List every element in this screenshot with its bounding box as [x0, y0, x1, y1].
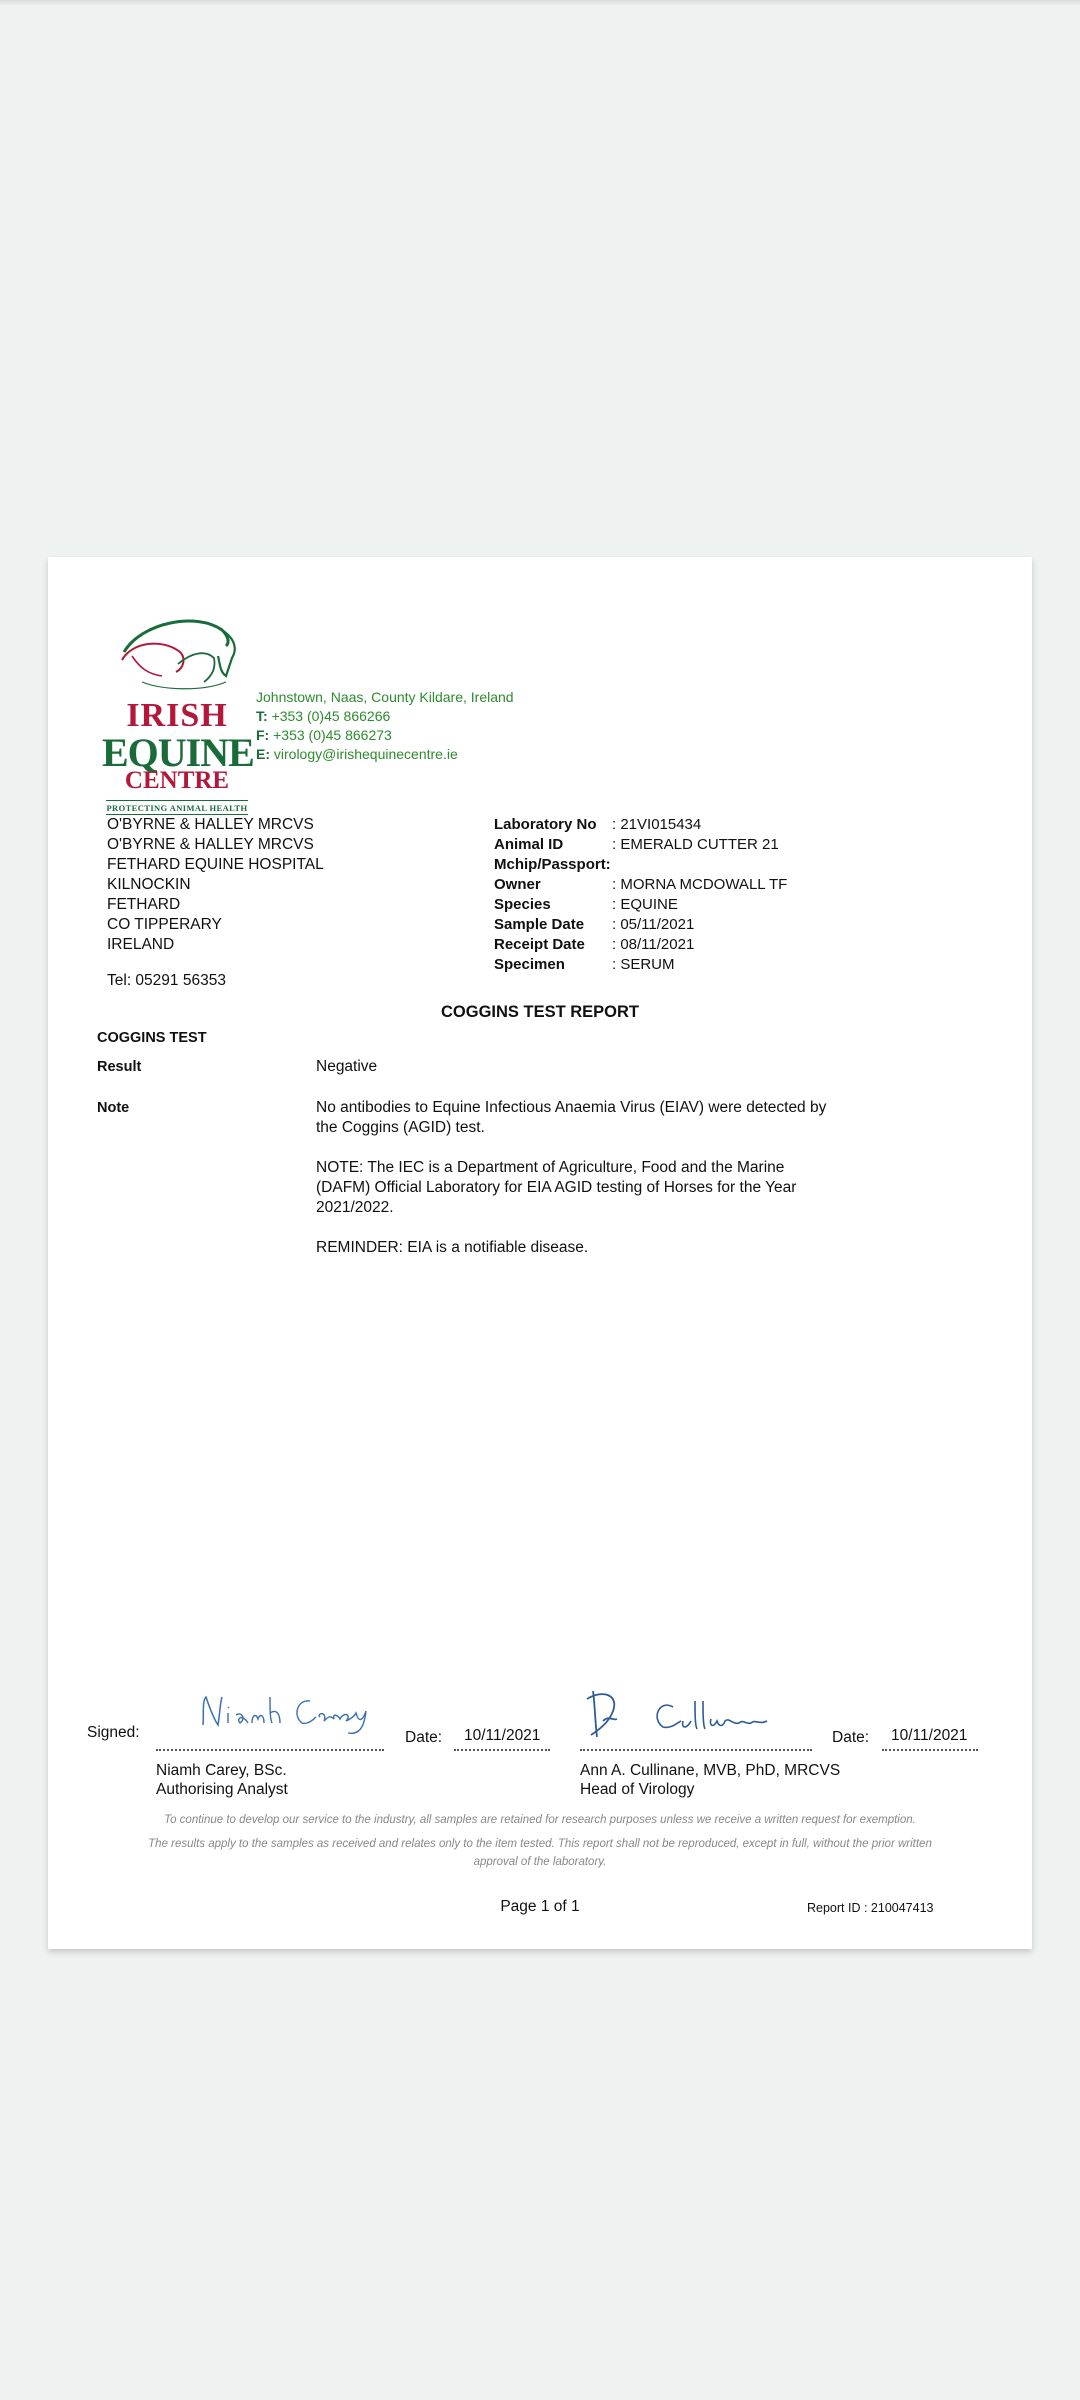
info-row-receipt-date: Receipt Date : 08/11/2021 [494, 936, 695, 953]
result-value: Negative [316, 1058, 378, 1075]
logo-text-equine: EQUINE [102, 730, 254, 775]
note-body [316, 1098, 836, 1278]
recipient-address [107, 815, 324, 955]
address-line: IRELAND [107, 936, 175, 953]
contact-address: Johnstown, Naas, County Kildare, Ireland [256, 689, 514, 705]
signature-line [580, 1749, 812, 1751]
section-heading: COGGINS TEST [97, 1030, 207, 1046]
note-paragraph: NOTE: The IEC is a Department of Agriculture, Food and the Marine (DAFM) Official Laboratory for EIA AGID testing of Horses for the Year 2021/2022. [316, 1159, 797, 1216]
note-paragraph: REMINDER: EIA is a notifiable disease. [316, 1239, 589, 1256]
date-line [882, 1749, 978, 1751]
info-row-specimen: Specimen : SERUM [494, 956, 675, 973]
info-row-mchip-passport: Mchip/Passport: [494, 856, 611, 873]
horse-logo-icon [102, 612, 252, 697]
date-label: Date: [405, 1729, 443, 1746]
signed-label: Signed: [87, 1724, 140, 1741]
signatory2-details [580, 1761, 840, 1799]
info-row-animal-id: Animal ID : EMERALD CUTTER 21 [494, 836, 779, 853]
info-row-laboratory-no: Laboratory No : 21VI015434 [494, 816, 702, 833]
contact-email: E: virology@irishequinecentre.ie [256, 746, 458, 762]
signature-line [156, 1749, 384, 1751]
address-line: FETHARD [107, 896, 181, 913]
info-row-sample-date: Sample Date : 05/11/2021 [494, 916, 695, 933]
report-title: COGGINS TEST REPORT [440, 1003, 640, 1021]
signatory1-name: Niamh Carey, BSc. [156, 1762, 287, 1779]
info-row-species: Species : EQUINE [494, 896, 678, 913]
disclaimer-retention: To continue to develop our service to the industry, all samples are retained for research purposes unless we receive a written request for exemption. [164, 1814, 916, 1826]
document-page [48, 557, 1032, 1949]
report-id: Report ID : 210047413 [807, 1901, 934, 1915]
logo-tagline: PROTECTING ANIMAL HEALTH [106, 803, 248, 813]
note-label: Note [97, 1100, 130, 1116]
irish-equine-centre-logo [102, 612, 252, 812]
sample-info [494, 815, 894, 975]
top-bar [0, 0, 1080, 6]
logo-text-irish: IRISH [126, 697, 228, 734]
address-line: CO TIPPERARY [107, 916, 222, 933]
signatory2-role: Head of Virology [580, 1781, 695, 1798]
page-number: Page 1 of 1 [500, 1898, 580, 1915]
contact-block [256, 688, 514, 764]
disclaimer [144, 1811, 936, 1877]
date-line [454, 1749, 550, 1751]
address-line: FETHARD EQUINE HOSPITAL [107, 856, 324, 873]
date-label: Date: [832, 1729, 870, 1746]
signature-niamh-carey [198, 1689, 398, 1739]
signatory2-name: Ann A. Cullinane, MVB, PhD, MRCVS [580, 1762, 841, 1779]
signatory1-role: Authorising Analyst [156, 1781, 288, 1798]
logo-text-centre: CENTRE [124, 767, 230, 794]
result-label: Result [97, 1059, 142, 1075]
contact-tel: T: +353 (0)45 866266 [256, 708, 391, 724]
signatory2-date: 10/11/2021 [891, 1727, 968, 1744]
address-line: O'BYRNE & HALLEY MRCVS [107, 816, 314, 833]
contact-fax: F: +353 (0)45 866273 [256, 727, 392, 743]
note-paragraph: No antibodies to Equine Infectious Anaemia Virus (EIAV) were detected by the Coggins (AGID) test. [316, 1099, 827, 1136]
address-line: KILNOCKIN [107, 876, 191, 893]
recipient-tel: Tel: 05291 56353 [107, 972, 226, 989]
address-line: O'BYRNE & HALLEY MRCVS [107, 836, 314, 853]
signatory1-date: 10/11/2021 [464, 1727, 541, 1744]
info-row-owner: Owner : MORNA MCDOWALL TF [494, 876, 788, 893]
signature-ann-cullinane [583, 1685, 783, 1741]
disclaimer-results: The results apply to the samples as received and relates only to the item tested. This report shall not be reproduced, except in full, without the prior written approval of the laboratory. [148, 1838, 932, 1868]
signatory1-details [156, 1761, 288, 1799]
logo-divider [106, 800, 248, 801]
